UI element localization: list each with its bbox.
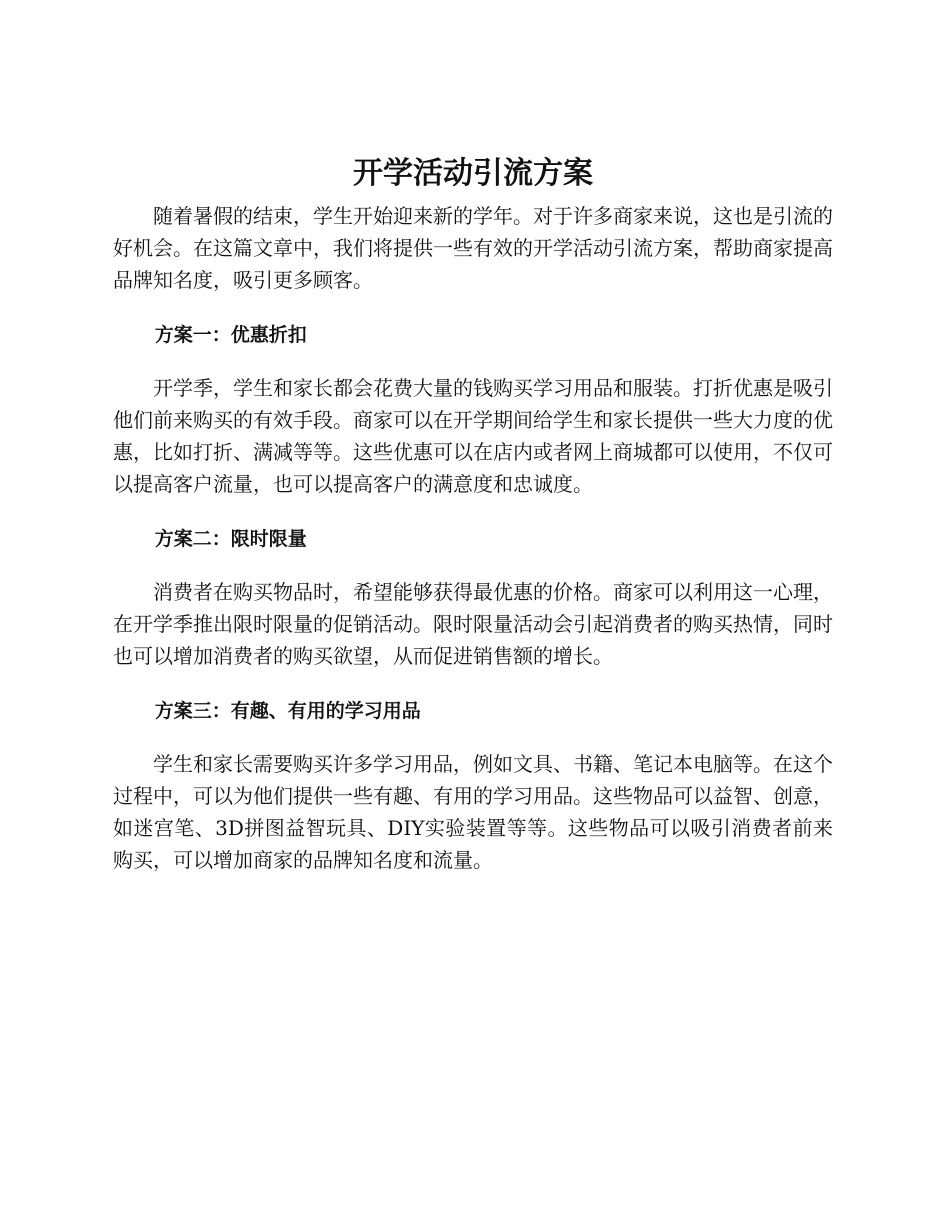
section-heading-supplies: 方案三：有趣、有用的学习用品 (154, 700, 421, 722)
section-body-discount: 开学季，学生和家长都会花费大量的钱购买学习用品和服装。打折优惠是吸引他们前来购买的有效手段。商家可以在开学期间给学生和家长提供一些大力度的优惠，比如打折、满减等等。这些优惠可以在店内或者网上商城都可以使用，不仅可以提高客户流量，也可以提高客户的满意度和忠诚度。 (113, 376, 833, 496)
section-heading-limited: 方案二：限时限量 (154, 528, 307, 550)
intro-paragraph: 随着暑假的结束，学生开始迎来新的学年。对于许多商家来说，这也是引流的好机会。在这篇文章中，我们将提供一些有效的开学活动引流方案，帮助商家提高品牌知名度，吸引更多顾客。 (113, 204, 833, 292)
section-heading-discount: 方案一：优惠折扣 (154, 324, 307, 346)
document-title: 开学活动引流方案 (353, 156, 593, 191)
section-body-supplies: 学生和家长需要购买许多学习用品，例如文具、书籍、笔记本电脑等。在这个过程中，可以为他们提供一些有趣、有用的学习用品。这些物品可以益智、创意，如迷宫笔、3D拼图益智玩具、DIY实验装置等等。这些物品可以吸引消费者前来购买，可以增加商家的品牌知名度和流量。 (113, 752, 833, 872)
section-body-limited: 消费者在购买物品时，希望能够获得最优惠的价格。商家可以利用这一心理，在开学季推出限时限量的促销活动。限时限量活动会引起消费者的购买热情，同时也可以增加消费者的购买欲望，从而促进销售额的增长。 (113, 580, 833, 668)
document-body (113, 148, 833, 876)
